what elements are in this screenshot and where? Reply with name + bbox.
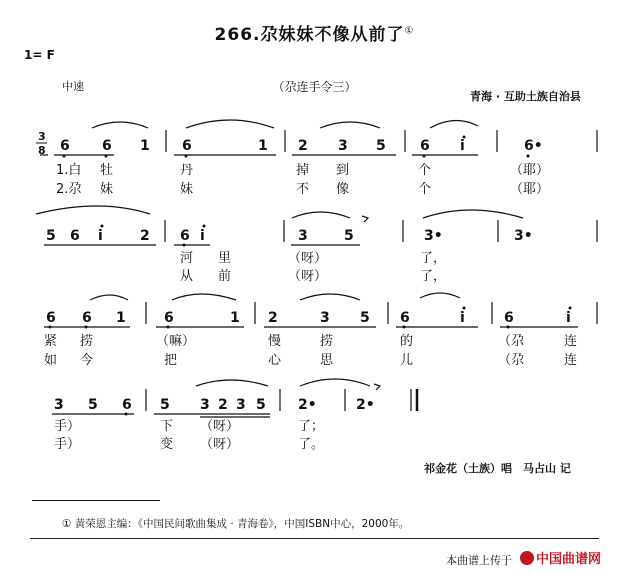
lyric: 不 xyxy=(296,182,310,197)
time-sig-bottom: 8 xyxy=(38,144,46,157)
lyric: 河 xyxy=(180,251,194,266)
footnote-marker: ① xyxy=(404,25,415,37)
note: 3 xyxy=(338,138,348,154)
note: 3 xyxy=(54,397,64,413)
note: 6 xyxy=(82,310,92,326)
note: 6 xyxy=(180,228,190,244)
note: 3• xyxy=(424,228,443,244)
lyric: 思 xyxy=(320,353,334,368)
lyric: （耶） xyxy=(510,182,550,197)
lyric: 妹 xyxy=(100,182,114,197)
note: 1 xyxy=(230,310,240,326)
note: 2• xyxy=(298,397,317,413)
song-title: 266.尕妹妹不像从前了① xyxy=(214,25,415,45)
note: i xyxy=(200,228,205,244)
lyric: （呀） xyxy=(288,251,328,266)
note: 6 xyxy=(420,138,430,154)
note: 5 xyxy=(344,228,354,244)
lyric: 个 xyxy=(418,182,432,197)
lyric: 把 xyxy=(164,353,178,368)
lyric: 丹 xyxy=(180,163,194,178)
lyric: 手） xyxy=(54,419,81,434)
note: 6 xyxy=(504,310,514,326)
upload-note: 本曲谱上传于 xyxy=(446,554,512,567)
footnote: ① 黄荣恩主编：《中国民间歌曲集成 · 青海卷》，中国ISBN中心，2000年。 xyxy=(62,518,410,530)
key-signature: 1= F xyxy=(24,48,55,62)
lyric: （嘛） xyxy=(156,334,196,349)
lyric: （呀） xyxy=(200,437,240,452)
lyric: 心 xyxy=(268,353,282,368)
logo-icon xyxy=(520,551,534,565)
note: 2 xyxy=(268,310,278,326)
lyric: （尕 xyxy=(498,353,525,368)
lyric: 里 xyxy=(218,251,232,266)
lyric: 了。 xyxy=(298,437,325,452)
song-subtitle: （尕连手令三） xyxy=(272,80,357,94)
note: i xyxy=(98,228,103,244)
note: 6 xyxy=(164,310,174,326)
performer-credit: 祁金花（土族）唱 马占山 记 xyxy=(424,462,571,475)
lyric: 了； xyxy=(298,419,325,434)
lyric: 的 xyxy=(400,334,414,349)
note: 3 xyxy=(200,397,210,413)
time-sig-top: 3 xyxy=(38,130,46,143)
lyric: 儿 xyxy=(400,353,414,368)
note: 6 xyxy=(400,310,410,326)
note: 1 xyxy=(140,138,150,154)
note: 5 xyxy=(376,138,386,154)
note: 6• xyxy=(524,138,543,154)
note: 6 xyxy=(122,397,132,413)
note: 5 xyxy=(46,228,56,244)
lyric: 慢 xyxy=(268,334,282,349)
lyric: 变 xyxy=(160,437,174,452)
lyric: 下 xyxy=(160,419,174,434)
lyric: 妹 xyxy=(180,182,194,197)
note: i xyxy=(460,138,465,154)
page-divider xyxy=(30,538,599,539)
note: 3• xyxy=(514,228,533,244)
lyric: 捞 xyxy=(80,334,94,349)
lyric: 像 xyxy=(336,182,350,197)
note: 5 xyxy=(360,310,370,326)
tempo-marking: 中速 xyxy=(62,80,84,93)
note: 2 xyxy=(140,228,150,244)
note: 3 xyxy=(236,397,246,413)
lyric: 连 xyxy=(564,334,578,349)
note: 5 xyxy=(88,397,98,413)
lyric: （呀） xyxy=(288,269,328,284)
footnote-divider xyxy=(32,500,160,501)
song-origin: 青海 · 互助土族自治县 xyxy=(470,90,581,103)
lyric: 1.白 xyxy=(56,163,82,178)
note: 2 xyxy=(218,397,228,413)
note: i xyxy=(460,310,465,326)
lyric: 2.尕 xyxy=(56,182,82,197)
lyric: 从 xyxy=(180,269,194,284)
lyric: 到 xyxy=(336,163,350,178)
note: 1 xyxy=(258,138,268,154)
lyric: 如 xyxy=(44,353,58,368)
note: 2 xyxy=(298,138,308,154)
site-logo[interactable] xyxy=(520,548,601,567)
note: 5 xyxy=(160,397,170,413)
note: 3 xyxy=(320,310,330,326)
note: 1 xyxy=(116,310,126,326)
lyric: 掉 xyxy=(296,163,310,178)
note: 6 xyxy=(70,228,80,244)
lyric: 手） xyxy=(54,437,81,452)
logo-text: 中国曲谱网 xyxy=(536,552,602,567)
lyric: 紧 xyxy=(44,334,58,349)
lyric: 今 xyxy=(80,353,94,368)
note: 6 xyxy=(102,138,112,154)
lyric: 个 xyxy=(418,163,432,178)
note: 6 xyxy=(182,138,192,154)
lyric: （尕 xyxy=(498,334,525,349)
note: 3 xyxy=(298,228,308,244)
note: i xyxy=(566,310,571,326)
note: 6 xyxy=(60,138,70,154)
lyric: 捞 xyxy=(320,334,334,349)
lyric: 连 xyxy=(564,353,578,368)
lyric: （耶） xyxy=(510,163,550,178)
note: 2• xyxy=(356,397,375,413)
note: 5 xyxy=(256,397,266,413)
lyric: 了， xyxy=(420,269,447,284)
lyric: （呀） xyxy=(200,419,240,434)
lyric: 牡 xyxy=(100,163,114,178)
lyric: 了， xyxy=(420,251,447,266)
note: 6 xyxy=(46,310,56,326)
lyric: 前 xyxy=(218,269,232,284)
